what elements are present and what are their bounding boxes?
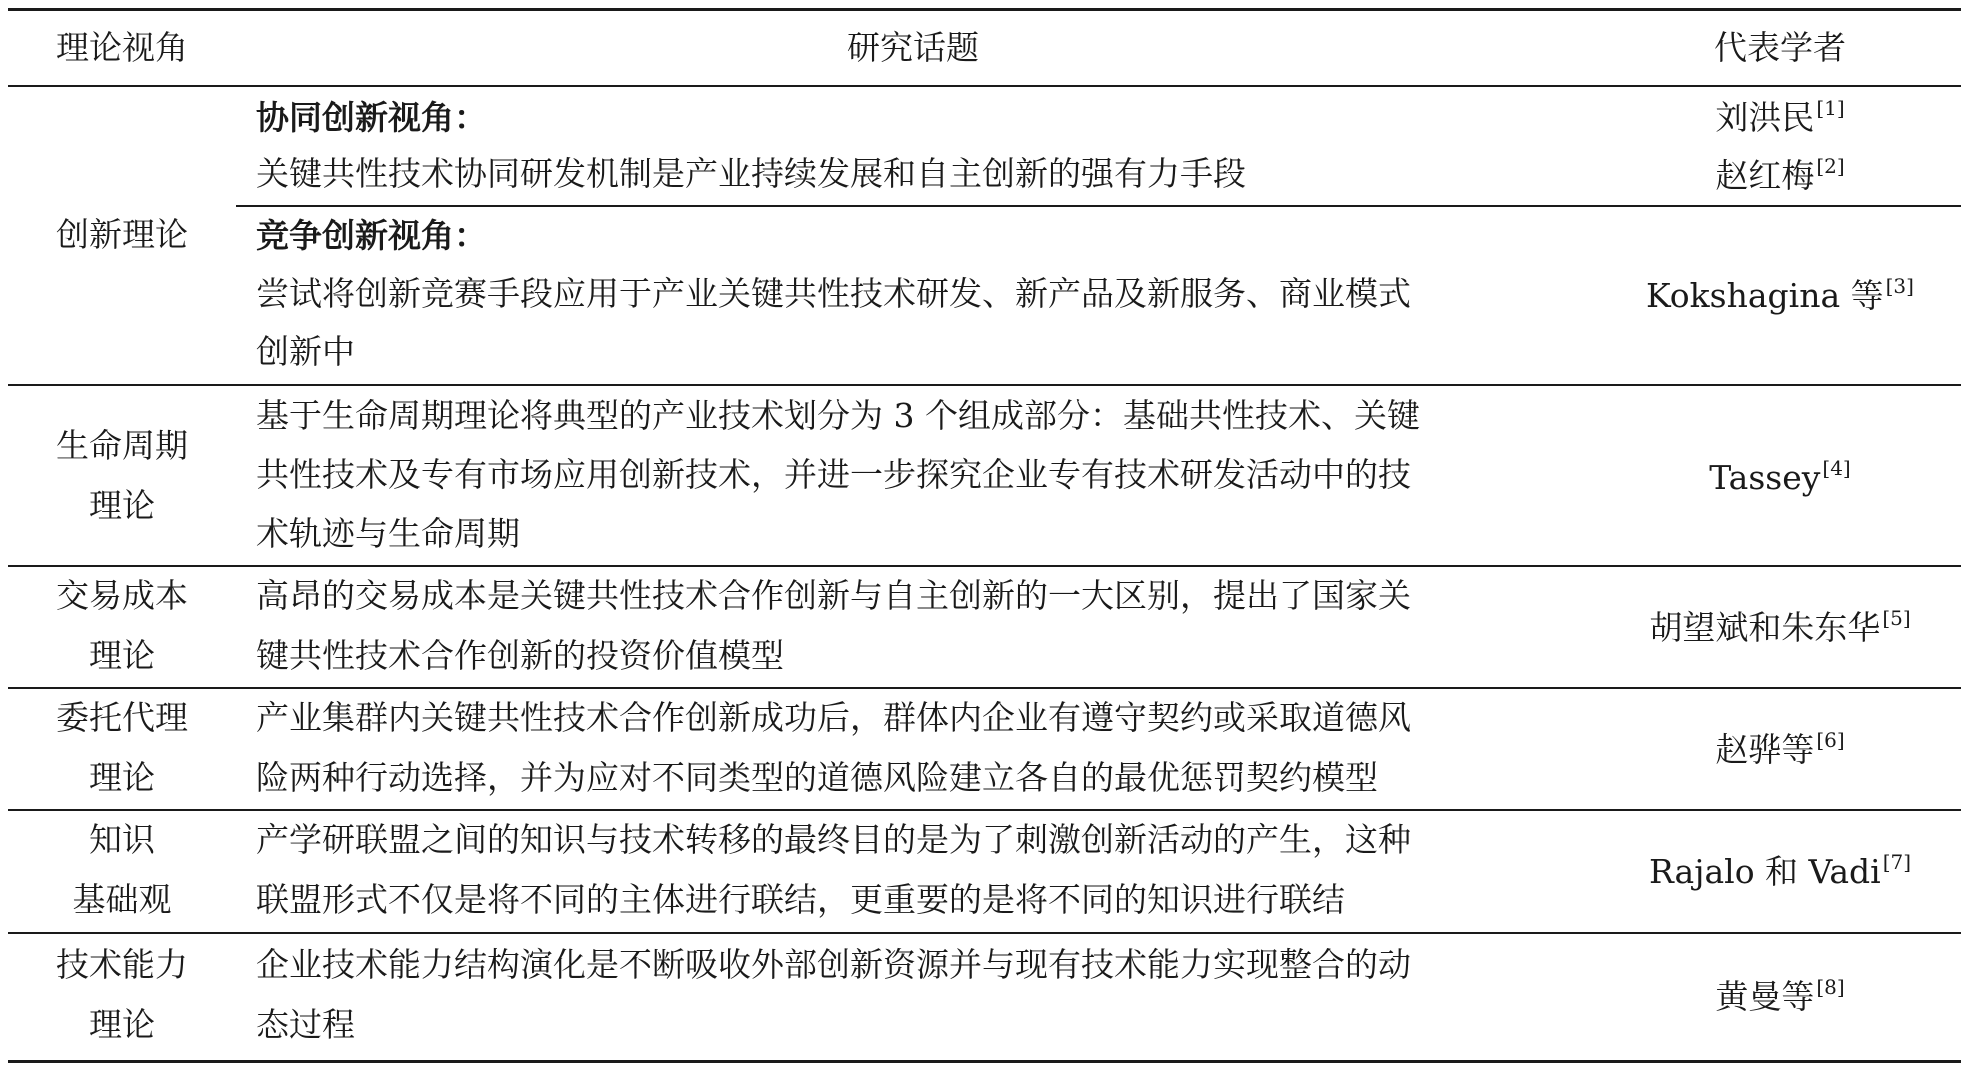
scholar-cell: Kokshagina 等 [3] xyxy=(1646,274,1914,315)
topic-line: 创新中 xyxy=(256,332,355,371)
citation: [8] xyxy=(1816,975,1845,999)
theory-cell: 技术能力 xyxy=(56,945,188,984)
scholar-cell: 黄曼等 [8] xyxy=(1715,975,1845,1016)
header-scholar: 代表学者 xyxy=(1714,28,1846,67)
citation: [4] xyxy=(1822,456,1851,480)
topic-line: 高昂的交易成本是关键共性技术合作创新与自主创新的一大区别，提出了国家关 xyxy=(256,576,1411,615)
topic-line: 联盟形式不仅是将不同的主体进行联结，更重要的是将不同的知识进行联结 xyxy=(256,880,1345,919)
top-rule xyxy=(8,8,1961,11)
row-rule xyxy=(8,932,1961,934)
topic-line: 产学研联盟之间的知识与技术转移的最终目的是为了刺激创新活动的产生，这种 xyxy=(256,820,1411,859)
scholar-cell: 胡望斌和朱东华 [5] xyxy=(1649,606,1911,647)
topic-line: 险两种行动选择，并为应对不同类型的道德风险建立各自的最优惩罚契约模型 xyxy=(256,758,1378,797)
bottom-rule xyxy=(8,1060,1961,1063)
header-topic: 研究话题 xyxy=(847,28,979,67)
topic-line: 态过程 xyxy=(256,1005,355,1044)
topic-line: 键共性技术合作创新的投资价值模型 xyxy=(256,636,784,675)
topic-line: 产业集群内关键共性技术合作创新成功后，群体内企业有遵守契约或采取道德风 xyxy=(256,698,1411,737)
theory-cell: 交易成本 xyxy=(56,576,188,615)
citation: [1] xyxy=(1816,96,1845,120)
topic-line: 关键共性技术协同研发机制是产业持续发展和自主创新的强有力手段 xyxy=(256,154,1246,193)
scholar-cell: 赵红梅 [2] xyxy=(1715,154,1845,195)
theory-cell: 理论 xyxy=(89,486,155,525)
scholar-cell: Rajalo 和 Vadi [7] xyxy=(1648,850,1912,891)
topic-line: 企业技术能力结构演化是不断吸收外部创新资源并与现有技术能力实现整合的动 xyxy=(256,945,1411,984)
theory-cell: 基础观 xyxy=(72,880,172,919)
theory-cell: 理论 xyxy=(89,1005,155,1044)
citation: [3] xyxy=(1885,274,1914,298)
theory-cell: 创新理论 xyxy=(56,215,188,254)
topic-line: 共性技术及专有市场应用创新技术，并进一步探究企业专有技术研发活动中的技 xyxy=(256,455,1411,494)
scholar-cell: 赵骅等 [6] xyxy=(1715,728,1845,769)
subtopic-title: 协同创新视角： xyxy=(256,98,487,137)
theory-cell: 生命周期 xyxy=(56,426,188,465)
header-rule xyxy=(8,85,1961,87)
scholar-cell: Tassey [4] xyxy=(1709,456,1851,497)
topic-line: 尝试将创新竞赛手段应用于产业关键共性技术研发、新产品及新服务、商业模式 xyxy=(256,274,1411,313)
citation: [5] xyxy=(1882,606,1911,630)
scholar-cell: 刘洪民 [1] xyxy=(1715,96,1845,137)
theory-cell: 理论 xyxy=(89,758,155,797)
theory-cell: 委托代理 xyxy=(56,698,188,737)
citation: [2] xyxy=(1816,154,1845,178)
theory-cell: 知识 xyxy=(89,820,155,859)
citation: [6] xyxy=(1816,728,1845,752)
topic-line: 基于生命周期理论将典型的产业技术划分为 3 个组成部分：基础共性技术、关键 xyxy=(256,396,1420,435)
subtopic-title: 竞争创新视角： xyxy=(256,216,487,255)
topic-line: 术轨迹与生命周期 xyxy=(256,514,520,553)
header-theory: 理论视角 xyxy=(56,28,188,67)
theory-cell: 理论 xyxy=(89,636,155,675)
citation: [7] xyxy=(1882,850,1912,874)
